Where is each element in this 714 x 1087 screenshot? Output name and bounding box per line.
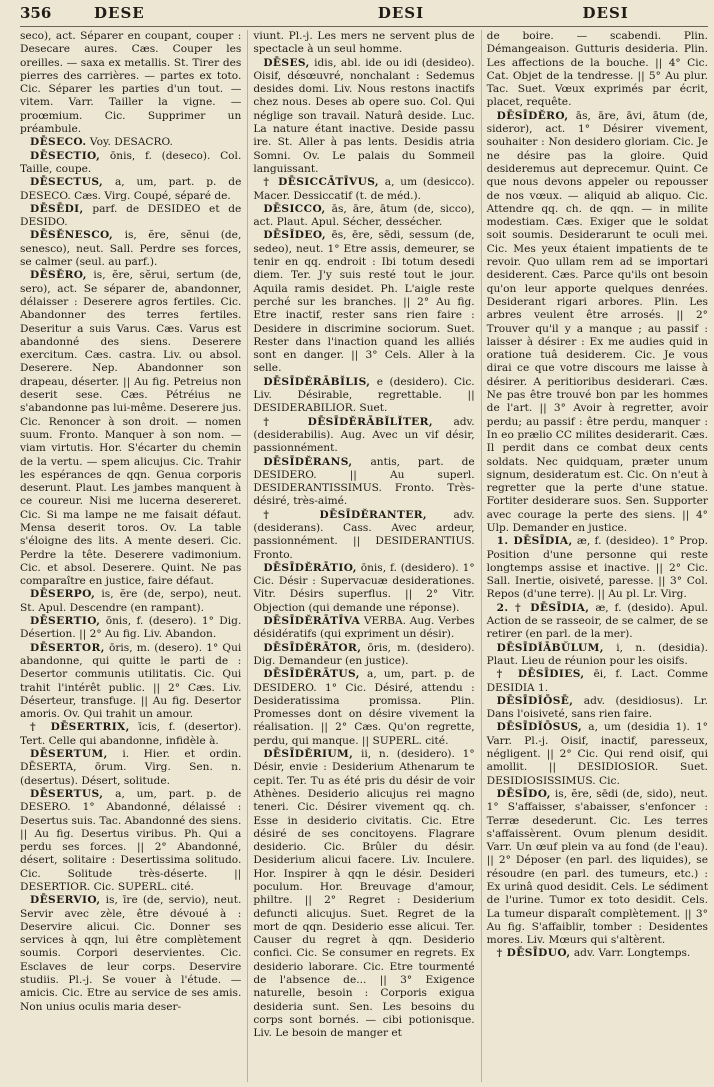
page-number: 356 [20,4,52,22]
entry-headword: DĒSĔNESCO, [30,229,114,242]
entry-text: a, um (desicco). Macer. Dessiccatif (t. de méd.). [253,176,475,202]
dictionary-entry [487,695,708,722]
entry-headword: DĒSICCO, [263,202,326,215]
dictionary-entry [253,57,474,177]
entry-headword: DĒSĪDĔRO, [496,109,569,122]
entry-headword: DĒSĪDĔRĀTĪVA [263,615,361,628]
dictionary-entry [20,203,241,230]
dictionary-entry [487,535,708,601]
entry-text: adv. (desidiosus). Lr. Dans l'oisiveté, sans rien faire. [486,694,708,721]
entry-text: i, n. (desidia). Plaut. Lieu de réunion pour les oisifs. [486,641,708,667]
entry-text: is, ĕre, sĕnui (de, senesco), neut. Sall. Perdre ses forces, se calmer (seul. au parf.). [20,229,242,269]
dictionary-entry [487,642,708,669]
entry-text: parf. de DESIDEO et de DESIDO. [20,202,242,229]
entry-text: e (desidero). Cic. Liv. Désirable, regrettable. || DESIDERABILIOR. Suet. [253,375,475,415]
entry-headword: DĒSĪDĔRĀBĬLIS, [263,375,371,388]
entry-text: is, ĕre, sĕrui, sertum (de, sero), act. Se séparer de, abandonner, délaisser : Deserere agros fertiles. Cic. Abandonner des terres fertiles. Deseritur a suis Varus. Cæs. Varus est abandonné des siens. Deserere exercitum. Cæs. castra. Liv. ou absol. Deserere. Nep. Abandonner son drapeau, déserter. || Au fig. Petreius non deserit sese. Cæs. Pétréius ne s'abandonne pas lui-même. Deserere jus. Cic. Renoncer à son droit. — nomen suum. Fronto. Manquer à son nom. — viam virtutis. Hor. S'écarter du chemin de la vertu. — spem alicujus. Cic. Trahir les espérances de qqn. Genua corporis deserunt. Plaut. Les jambes manquent à ce coureur. Nisi me lucerna desereret. Cic. Si ma lampe ne me faisait défaut. Mensa deserit toros. Ov. La table s'éloigne des lits. A mente deseri. Cic. Perdre la tête. Deserere vadimonium. Cic. et absol. Deserere. Quint. Ne pas comparaître en justice, faire défaut. [20,269,242,588]
entry-text: viunt. Pl.-j. Les mers ne servent plus de spectacle à un seul homme. [253,30,475,56]
entry-headword: DĒSĪDĔRIUM, [263,748,354,761]
entry-text: ōnis, f. (deseco). Col. Taille, coupe. [20,149,242,175]
dictionary-entry [20,136,241,149]
entry-headword: DĒSĪDO, [496,787,551,800]
dictionary-entry [253,642,474,669]
entry-headword: 1. DĒSĪDIA, [496,535,573,548]
entry-headword: DĒSERVIO, [30,894,101,907]
entry-headword: DĒSERTOR, [30,641,105,654]
entry-headword: DĒSĪDĔRĀTOR, [263,641,362,654]
columns [20,30,708,1082]
dictionary-entry [20,642,241,722]
entry-text: a, um, part. p. de DESECO. Cæs. Virg. Coupé, séparé de. [20,176,242,202]
entry-headword: 2. † DĒSĪDIA, [496,601,590,614]
entry-text: antis, part. de DESIDERO. || Au superl. DESIDERANTISSIMUS. Fronto. Très-désiré, très-aimé. [253,455,475,508]
entry-text: idis, abl. ide ou idi (desideo). Oisif, désœuvré, nonchalant : Sedemus desides domi. Liv. Nous restons inactifs chez nous. Deses ab opere suo. Col. Qui néglige son travail. Naturâ deside. Luc. La nature étant inactive. Deside passu ire. St. Aller à pas lents. Desidis atria Somni. Ov. Le palais du Sommeil languissant. [253,56,475,175]
entry-headword: † DĒSERTRIX, [30,721,130,734]
entry-headword: † DĒSĪDĔRANTER, [263,508,427,521]
entry-headword: DĒSĪDĔRĀTIO, [263,561,357,574]
entry-text: ii, n. (desidero). 1° Désir, envie : Desiderium Athenarum te cepit. Ter. Tu as été pris du désir de voir Athènes. Desiderio alicujus rei magno teneri. Cic. Désirer vivement qq. ch. Esse in desiderio civitatis. Cic. Etre désiré de ses concitoyens. Flagrare desiderio. Cic. Brûler du désir. Desiderium alicui facere. Liv. Inculere. Hor. Inspirer à qqn le désir. Desideri poculum. Hor. Breuvage d'amour, philtre. || 2° Regret : Desiderium defuncti alicujus. Suet. Regret de la mort de qqn. Desiderio esse alicui. Ter. Causer du regret à qqn. Desiderio confici. Cic. Se consumer en regrets. Ex desiderio laborare. Cic. Etre tourmenté de l'absence de... || 3° Exigence naturelle, besoin : Corporis exigua desideria sunt. Sen. Les besoins du corps sont bornés. — cibi potionisque. Liv. Le besoin de manger et [253,748,475,1040]
entry-text: æ, f. (desido). Apul. Action de se rasseoir, de se calmer, de se retirer (en parl. de la mer). [486,601,708,641]
dictionary-entry [487,602,708,642]
dictionary-entry [20,150,241,177]
entry-text: a, um, part. p. de DESERO. 1° Abandonné, délaissé : Desertus suis. Tac. Abandonné des siens. || Au fig. Desertus viribus. Ph. Qui a perdu ses forces. || 2° Abandonné, désert, solitaire : Desertissima solitudo. Cic. Solitude très-déserte. || DESERTIOR. Cic. SUPERL. cité. [20,787,242,893]
dictionary-entry [253,30,474,57]
dictionary-entry [253,229,474,375]
entry-text: seco), act. Séparer en coupant, couper : Desecare aures. Cæs. Couper les oreilles. — saxa ex metallis. St. Tirer des pierres des carrières. — partes ex toto. Cic. Séparer les parties d'un tout. — vitem. Varr. Tailler la vigne. — proœmium. Cic. Supprimer un préambule. [20,30,242,136]
dictionary-entry [20,894,241,1014]
entry-headword: DĒSĪDĬĀBŬLUM, [496,641,604,654]
dictionary-entry [487,668,708,695]
center-headword: DESI [377,4,425,22]
entry-text: is, īre (de, servio), neut. Servir avec zèle, être dévoué à : Deservire alicui. Cic. Donner ses services à qqn, lui être complètement soumis. Corpori deservientes. Cic. Esclaves de leur corps. Deservire studiis. Pl.-j. Se vouer à l'étude. — amicis. Cic. Etre au service de ses amis. Non unius oculis maria deser- [20,894,242,1013]
entry-headword: DĒSĒDI, [30,202,84,215]
entry-headword: DĒSĔRO, [30,269,87,282]
dictionary-entry [253,376,474,416]
dictionary-entry [487,110,708,536]
entry-headword: † DĒSĪDUO, [496,947,571,960]
entry-text: ōnis, f. (desero). 1° Dig. Désertion. || 2° Au fig. Liv. Abandon. [20,615,242,641]
entry-text: ōris, m. (desero). 1° Qui abandonne, qui quitte le parti de : Desertor communis utilitatis. Cic. Qui trahit l'intérêt public. || 2° Cæs. Liv. Déserteur, transfuge. || Au fig. Desertor amoris. Ov. Qui trahit un amour. [20,641,242,721]
dictionary-entry [20,788,241,894]
entry-headword: DĒSECO. [30,136,87,149]
dictionary-entry [253,203,474,230]
entry-text: adv. Varr. Longtemps. [573,947,691,960]
dictionary-entry [20,615,241,642]
dictionary-entry [253,456,474,509]
dictionary-entry [20,30,241,136]
entry-text: īcis, f. (desertor). Tert. Celle qui abandonne, infidèle à. [20,721,242,747]
column-1 [20,30,241,1082]
entry-text: i. Hier. et ordin. DĒSERTA, ōrum. Virg. Sen. n. (desertus). Désert, solitude. [20,748,242,787]
entry-text: adv. (desiderans). Cass. Avec ardeur, passionnément. || DESIDERANTIUS. Fronto. [253,508,475,561]
column-2 [247,30,474,1082]
entry-headword: † DĒSICCĀTĪVUS, [263,176,380,189]
entry-headword: † DĒSĪDĔRĀBĬLĬTER, [263,415,433,428]
entry-text: is, ĕre (de, serpo), neut. St. Apul. Descendre (en rampant). [20,588,242,614]
dictionary-entry [20,269,241,588]
dictionary-entry [253,416,474,456]
entry-text: ōris, m. (desidero). Dig. Demandeur (en justice). [253,641,475,667]
entry-headword: DĒSERTIO, [30,615,101,628]
entry-headword: DĒSECTUS, [30,176,104,189]
entry-text: a, um, part. p. de DESIDERO. 1° Cic. Désiré, attendu : Desideratissima promissa. Plin. Promesses dont on désire vivement la réalisation. || 2° Cæs. Qu'on regrette, perdu, qui manque. || SUPERL. cité. [253,668,475,747]
column-3 [481,30,708,1082]
entry-headword: DĒSES, [263,56,310,69]
dictionary-entry [253,562,474,615]
left-headword: DESE [94,4,145,22]
entry-text: æ, f. (desideo). 1° Prop. Position d'une personne qui reste longtemps assise et inactive. || 2° Cic. Sall. Inertie, oisiveté, paresse. || 3° Col. Repos (d'une terre). || Au pl. Lr. Virg. [486,535,708,601]
dictionary-entry [20,721,241,748]
dictionary-entry [253,176,474,203]
entry-headword: DĒSĪDĬŌSUS, [496,721,583,734]
entry-headword: DĒSERPO, [30,588,96,601]
entry-text: a, um (desidia 1). 1° Varr. Pl.-j. Oisif, inactif, paresseux, négligent. || 2° Cic. Qui rend oisif, qui amollit. || DESIDIOSIOR. Suet. DESIDIOSISSIMUS. Cic. [486,721,708,787]
entry-text: is, ĕre, sēdi (de, sido), neut. 1° S'affaisser, s'abaisser, s'enfoncer : Terræ desederunt. Cic. Les terres s'affaissèrent. Ovum plenum desidit. Varr. Un œuf plein va au fond (de l'eau). || 2° Déposer (en parl. des liquides), se résoudre (en parl. des tumeurs, etc.) : Ex urinâ quod desidit. Cels. Le sédiment de l'urine. Tumor ex toto desidit. Cels. La tumeur disparaît complètement. || 3° Au fig. S'affaiblir, tomber : Desidentes mores. Liv. Mœurs qui s'altèrent. [486,787,708,947]
dictionary-entry [487,788,708,948]
entry-headword: DĒSĬDEO, [263,229,326,242]
dictionary-entry [487,721,708,787]
entry-headword: DĒSECTIO, [30,149,101,162]
entry-headword: DĒSĪDĬŌSĒ, [496,694,574,707]
dictionary-entry [20,588,241,615]
entry-text: adv. (desiderabilis). Aug. Avec un vif désir, passionnément. [253,415,475,455]
entry-headword: DĒSĪDĔRĀTUS, [263,668,360,681]
dictionary-entry [487,30,708,110]
entry-text: ōnis, f. (desidero). 1° Cic. Désir : Supervacuæ desiderationes. Vitr. Désirs superflus. || 2° Vitr. Objection (qui demande une réponse). [253,561,475,614]
dictionary-entry [253,509,474,562]
dictionary-entry [253,668,474,748]
entry-text: ās, āre, ātum (de, sicco), act. Plaut. Apul. Sécher, dessécher. [253,202,475,229]
entry-text: de boire. — scabendi. Plin. Démangeaison. Gutturis desideria. Plin. Les affections de la bouche. || 4° Cic. Cat. Objet de la tendresse. || 5° Au plur. Tac. Suet. Vœux exprimés par écrit, placet, requête. [486,30,708,109]
entry-text: Voy. DESACRO. [89,136,173,149]
entry-text: VERBA. Aug. Verbes désidératifs (qui expriment un désir). [253,615,475,641]
entry-text: ās, āre, āvi, ātum (de, sideror), act. 1° Désirer vivement, souhaiter : Non desidero gloriam. Cic. Je ne désire pas la gloire. Quid desideremus aut deprecemur. Quint. Ce que nous devons appeler ou repousser de nos vœux. — aliquid ab aliquo. Cic. Attendre qq. ch. de qqn. — in milite modestiam. Cæs. Exiger que le soldat soit soumis. Desiderarunt te oculi mei. Cic. Mes yeux étaient impatients de te revoir. Quo ullam rem ad se importari desiderent. Cæs. Parce qu'ils ont besoin qu'on leur apporte quelques denrées. Desiderant rigari arbores. Plin. Les arbres veulent être arrosés. || 2° Trouver qu'il y a manque ; au passif : laisser à désirer : Ex me audies quid in oratione tuâ desiderem. Cic. Je vous dirai ce que votre discours me laisse à désirer. A peritioribus desiderari. Cæs. Ne pas être trouvé bon par les hommes de l'art. || 3° Avoir à regretter, avoir perdu; au passif : être perdu, manquer : In eo prælio CC milites desiderarit. Cæs. Il perdit dans ce combat deux cents soldats. Nec quidquam, præter unum signum, desideratum est. Cic. On n'eut à regretter que la perte d'une statue. Fortiter desiderare suos. Sen. Supporter avec courage la perte des siens. || 4° Ulp. Demander en justice. [486,109,708,534]
entry-text: ēs, ēre, sēdi, sessum (de, sedeo), neut. 1° Etre assis, demeurer, se tenir en qq. endroit : Ibi totum desedi diem. Ter. J'y suis resté tout le jour. Aquila ramis desidet. Ph. L'aigle reste perché sur les branches. || 2° Au fig. Etre inactif, rester sans rien faire : Desidere in discrimine sociorum. Suet. Rester dans l'inaction quand les alliés sont en danger. || 3° Cels. Aller à la selle. [253,229,475,375]
entry-headword: † DĒSĪDIES, [496,668,585,681]
dictionary-entry [487,947,708,960]
dictionary-entry [20,748,241,788]
dictionary-entry [253,615,474,642]
running-header [20,4,708,27]
entry-headword: DĒSERTUM, [30,748,108,761]
entry-headword: DĒSERTUS, [30,787,104,800]
right-headword: DESI [582,4,629,22]
dictionary-entry [20,229,241,269]
entry-headword: DĒSĪDĔRANS, [263,455,353,468]
dictionary-entry [253,748,474,1041]
entry-text: ēi, f. Lact. Comme DESIDIA 1. [486,668,708,694]
dictionary-entry [20,176,241,203]
